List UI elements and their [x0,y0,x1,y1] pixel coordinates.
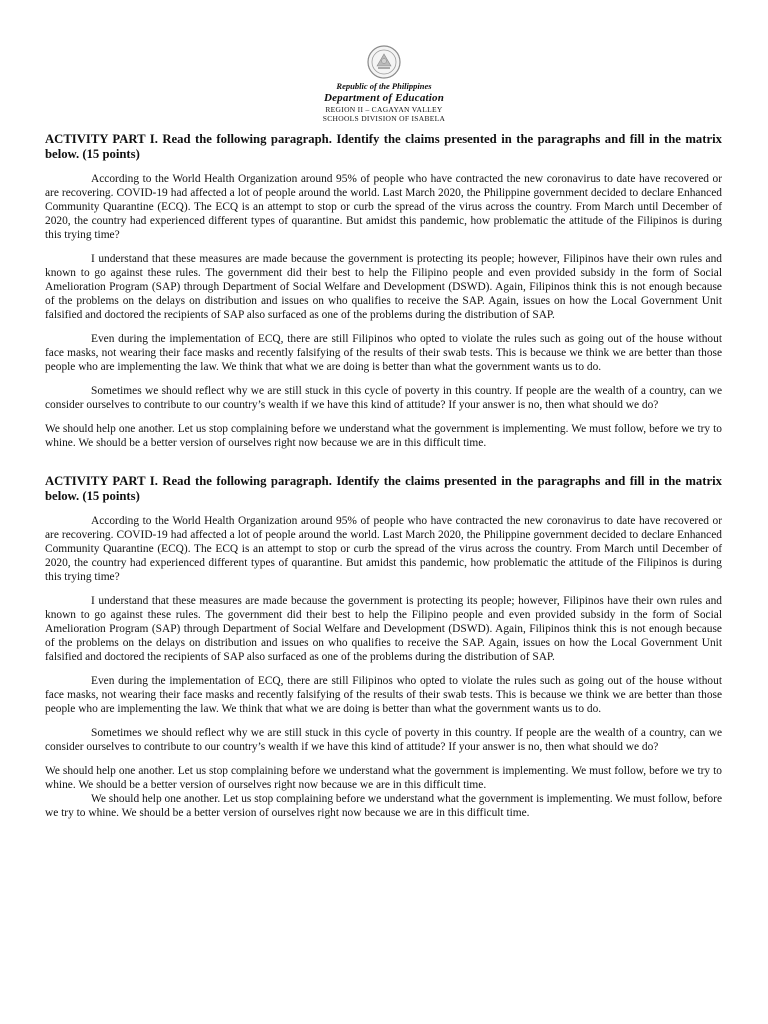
header-region: REGION II – CAGAYAN VALLEY [325,105,443,114]
paragraph-1: According to the World Health Organization around 95% of people who have contracted the new coronavirus to date have recovered or are recovering. COVID-19 had affected a lot of people around the world. Last March 2020, the Philippine government decided to declare Enhanced Community Quarantine (ECQ). The ECQ is an attempt to stop or curb the spread of the virus across the country. From March until December of 2020, the country had experienced different types of quarantine. But amidst this pandemic, how problematic the attitude of the Filipinos is during this trying time? [45,515,722,583]
paragraph-3: Even during the implementation of ECQ, there are still Filipinos who opted to violate the rules such as going out of the house without face masks, not wearing their face masks and recently falsifying of the results of their swab tests. This is because we think we are better than those people who are implementing the law. We think that what we are doing is better than what the government wants us to do. [45,675,722,715]
paragraph-6: We should help one another. Let us stop complaining before we understand what the government is implementing. We must follow, before we try to whine. We should be a better version of ourselves right now because we are in this difficult time. [45,793,722,819]
activity-title: ACTIVITY PART I. Read the following paragraph. Identify the claims presented in the paragraphs and fill in the matrix below. (15 points) [45,132,722,161]
activity-section-1 [45,132,722,450]
header-republic: Republic of the Philippines [336,81,432,91]
header-department: Department of Education [323,92,445,104]
section-spacer [45,460,722,474]
paragraph-2: I understand that these measures are made because the government is protecting its people; however, Filipinos have their own rules and known to go against these rules. The government did their best to help the Filipino people and even provided subsidy in the form of Social Amelioration Program (SAP) through Department of Social Welfare and Development (DSWD). Again, Filipinos think this is not enough because of the problems on the delays on distribution and issues on who qualifies to receive the SAP. Again, issues on how the Local Government Unit falsified and doctored the recipients of SAP also surfaced as one of the problems during the distribution of SAP. [45,595,722,663]
header-division: SCHOOLS DIVISION OF ISABELA [322,114,446,123]
paragraph-3: Even during the implementation of ECQ, there are still Filipinos who opted to violate the rules such as going out of the house without face masks, not wearing their face masks and recently falsifying of the results of their swab tests. This is because we think we are better than those people who are implementing the law. We think that what we are doing is better than what the government wants us to do. [45,333,722,373]
paragraph-4: Sometimes we should reflect why we are still stuck in this cycle of poverty in this country. If people are the wealth of a country, can we consider ourselves to contribute to our country’s wealth if we have this kind of attitude? If your answer is no, then what should we do? [45,727,722,753]
paragraph-5: We should help one another. Let us stop complaining before we understand what the government is implementing. We must follow, before we try to whine. We should be a better version of ourselves right now because we are in this difficult time. [45,765,722,791]
paragraph-2: I understand that these measures are made because the government is protecting its people; however, Filipinos have their own rules and known to go against these rules. The government did their best to help the Filipino people and even provided subsidy in the form of Social Amelioration Program (SAP) through Department of Social Welfare and Development (DSWD). Again, Filipinos think this is not enough because of the problems on the delays on distribution and issues on who qualifies to receive the SAP. Again, issues on how the Local Government Unit falsified and doctored the recipients of SAP also surfaced as one of the problems during the distribution of SAP. [45,253,722,321]
letterhead [0,44,768,123]
activity-title: ACTIVITY PART I. Read the following paragraph. Identify the claims presented in the paragraphs and fill in the matrix below. (15 points) [45,474,722,503]
document-body [45,132,722,820]
paragraph-4: Sometimes we should reflect why we are still stuck in this cycle of poverty in this country. If people are the wealth of a country, can we consider ourselves to contribute to our country’s wealth if we have this kind of attitude? If your answer is no, then what should we do? [45,385,722,411]
paragraph-1: According to the World Health Organization around 95% of people who have contracted the new coronavirus to date have recovered or are recovering. COVID-19 had affected a lot of people around the world. Last March 2020, the Philippine government decided to declare Enhanced Community Quarantine (ECQ). The ECQ is an attempt to stop or curb the spread of the virus across the country. From March until December of 2020, the country had experienced different types of quarantine. But amidst this pandemic, how problematic the attitude of the Filipinos is during this trying time? [45,173,722,241]
activity-section-2 [45,474,722,820]
paragraph-5: We should help one another. Let us stop complaining before we understand what the government is implementing. We must follow, before we try to whine. We should be a better version of ourselves right now because we are in this difficult time. [45,423,722,449]
deped-seal-icon [362,44,406,80]
